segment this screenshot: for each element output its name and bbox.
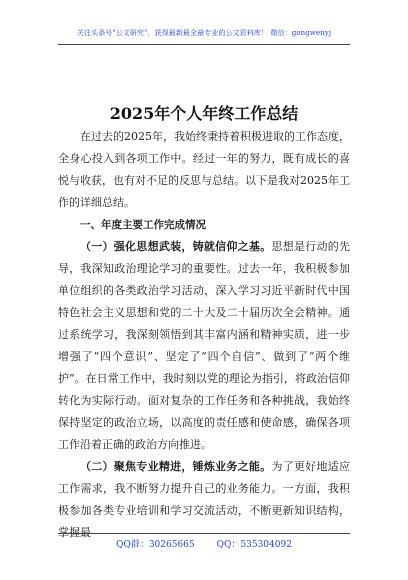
footer (0, 537, 408, 550)
header-divider (58, 44, 350, 45)
paragraph-1-text: 思想是行动的先导，我深知政治理论学习的重要性。过去一年，我积极参加单位组织的各类政治学习活动，深入学习习近平新时代中国特色社会主义思想和党的二十大及二十届历次全会精神。通过系统学习，我深刻领悟到其丰富内涵和精神实质，进一步增强了“四个意识”、坚定了“四个自信”、做到了“两个维护”。在日常工作中，我时刻以党的理论为指引，将政治信仰转化为实际行动。面对复杂的工作任务和各种挑战，我始终保持坚定的政治立场，以高度的责任感和使命感，确保各项工作沿着正确的政治方向推进。 (58, 240, 351, 451)
paragraph-1 (58, 236, 350, 456)
footer-qq: QQ：535304092 (216, 540, 292, 550)
document-title: 2025年个人年终工作总结 (109, 104, 299, 123)
footer-divider (58, 533, 350, 534)
intro-paragraph: 在过去的2025年，我始终秉持着积极进取的工作态度，全身心投入到各项工作中。经过一年的努力，既有成长的喜悦与收获，也有对不足的反思与总结。以下是我对2025年工作的详细总结。 (58, 130, 350, 209)
paragraph-1-lead: （一）强化思想武装，铸就信仰之基。 (80, 240, 272, 253)
paragraph-2-lead: （二）聚焦专业精进，锤炼业务之能。 (80, 460, 272, 473)
paragraph-2 (58, 456, 350, 544)
paragraph-2-text: 为了更好地适应工作需求，我不断努力提升自己的业务能力。一方面，我积极参加各类专业培训和学习交流活动，不断更新知识结构，掌握最 (58, 460, 351, 539)
footer-qq-group: QQ群：30265665 (116, 540, 195, 550)
header-note: 关注头条号"公文研究"，获得最新最全最专业的公文资料库！ 微信：gongwenyj (76, 29, 332, 37)
section-heading: 一、年度主要工作完成情况 (80, 219, 206, 231)
document-body (58, 126, 350, 544)
